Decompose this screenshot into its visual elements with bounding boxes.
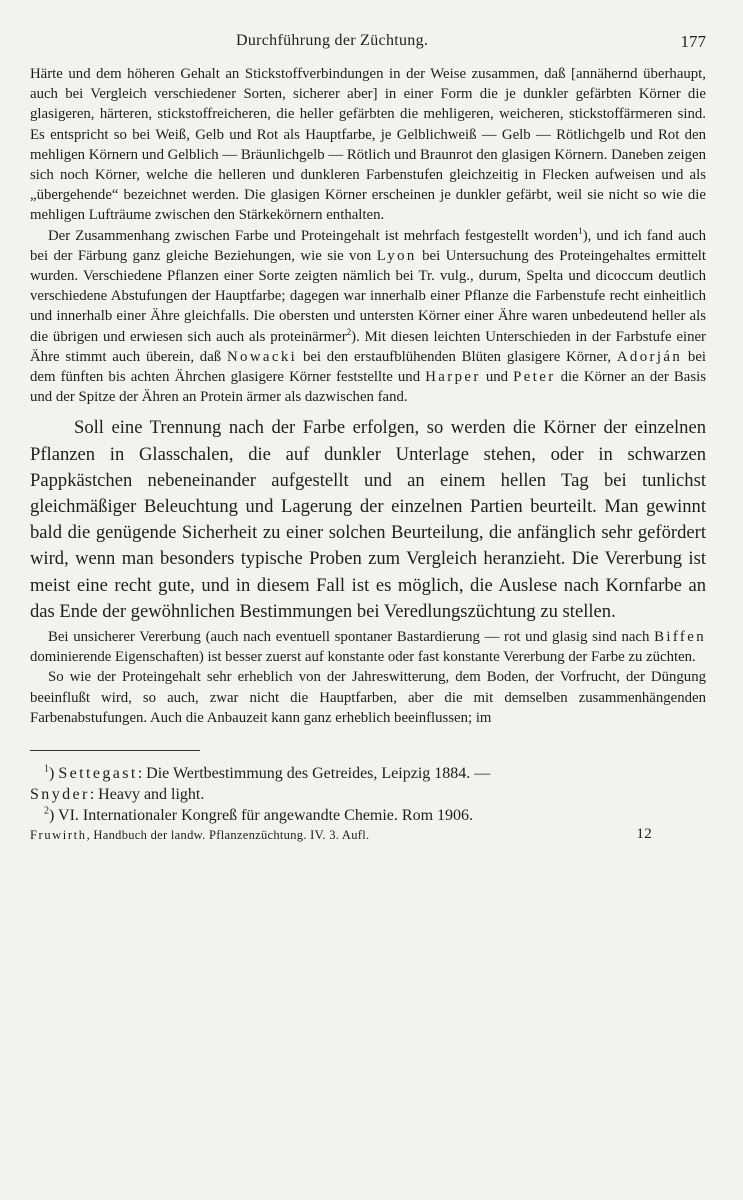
book-page (30, 32, 706, 848)
footnote-1-author-2: Snyder (30, 786, 90, 804)
footnote-1-text: : Die Wertbestimmung des Getreides, Leipzig 1884. — (137, 765, 491, 783)
paragraph-large: Soll eine Trennung nach der Farbe erfolgen, so werden die Körner der einzelnen Pflanzen in Glasschalen, die auf dunkler Unterlage stehen, oder in schwarzen Pappkästchen nebeneinander aufgestellt und an einem hellen Tag bei tunlichst gleichmäßiger Beleuchtung und Lagerung der einzelnen Partien beurteilt. Man gewinnt bald die genügende Sicherheit zu einer solchen Beurteilung, die anfänglich sehr gefördert wird, wenn man besonders typische Proben zum Vergleich heranzieht. Die Vererbung ist meist eine recht gute, und in diesem Fall ist es möglich, die Auslese nach Kornfarbe an das Ende der gewöhnlichen Bestimmungen bei Veredlungszüchtung zu stellen. (30, 417, 706, 622)
paragraph-2-text-g: und (485, 369, 509, 386)
paragraph-2-text-h: die Körner an der Basis und der Spitze der Ähren an Protein ärmer als dazwischen fand. (30, 369, 706, 406)
small-text-block-1 (30, 64, 706, 407)
footnote-2 (30, 805, 706, 826)
name-peter: Peter (513, 369, 556, 386)
paragraph-2-text-a: Der Zusammenhang zwischen Farbe und Proteingehalt ist mehrfach festgestellt worden (48, 227, 579, 244)
footnotes (30, 763, 706, 826)
footnote-2-mark: 2 (44, 805, 49, 817)
footnote-1-mark: 1 (44, 763, 49, 775)
paragraph-2-text-c: bei Untersuchung des Proteingehaltes ermittelt wurden. Verschiedene Pflanzen einer Sorte zeigten nämlich bei Tr. vulg., durum, Spelta und dicoccum deutlich verschiedene Abstufungen der Hauptfarbe; dagegen war innerhalb einer Pflanze die Farbenstufe recht einheitlich und innerhalb einer Ähre gleichfalls. Die obersten und untersten Körner einer Ähre waren unbedeutend heller als die übrigen und erwiesen sich auch als proteinärmer (30, 247, 706, 345)
running-title: Durchführung der Züchtung. (236, 32, 429, 49)
paragraph-2 (30, 226, 706, 408)
small-text-block-2 (30, 627, 706, 728)
paragraph-2-text-f: bei dem fünften bis achten Ährchen glasigere Körner feststellte und (30, 348, 706, 386)
bottom-line (30, 828, 706, 848)
paragraph-3 (30, 627, 706, 667)
footnote-ref-2: 2 (346, 326, 352, 337)
footnote-ref-1: 1 (578, 225, 583, 236)
name-harper: Harper (425, 369, 481, 386)
paragraph-2-text-d: ). Mit diesen leichten Unterschieden in der Farbstufe einer Ähre stimmt auch überein, daß (30, 328, 706, 365)
name-nowacki: Nowacki (226, 348, 298, 365)
footnote-1-text-2: : Heavy and light. (89, 786, 205, 804)
name-biffen: Biffen (654, 629, 706, 646)
page-number: 177 (680, 32, 706, 51)
paragraph-3-text-b: dominierende Eigenschaften) ist besser zuerst auf konstante oder fast konstante Vererbung der Farbe zu züchten. (30, 649, 696, 666)
bottom-book-title: , Handbuch der landw. Pflanzenzüchtung. IV. 3. Aufl. (86, 828, 370, 843)
footnote-1-author: Settegast (58, 765, 138, 783)
paragraph-2-text-b: ), und ich fand auch bei der Färbung ganz gleiche Beziehungen, wie sie von (30, 227, 706, 264)
footnote-2-text: ) VI. Internationaler Kongreß für angewandte Chemie. Rom 1906. (49, 807, 474, 825)
page-header (30, 32, 706, 56)
large-text-block (30, 415, 706, 625)
name-adorjan: Adorján (616, 348, 683, 365)
bottom-author: Fruwirth (30, 828, 87, 843)
name-lyon: Lyon (376, 247, 417, 264)
paragraph-3-text-a: Bei unsicherer Vererbung (auch nach eventuell spontaner Bastardierung — rot und glasig sind nach (48, 629, 650, 646)
footnote-1-cont (30, 784, 706, 805)
paragraph-2-text-e: bei den erstaufblühenden Blüten glasigere Körner, (302, 348, 612, 365)
paragraph-4: So wie der Proteingehalt sehr erheblich von der Jahreswitterung, dem Boden, der Vorfrucht, der Düngung beeinflußt wird, so auch, zwar nicht die Hauptfarben, aber die mit demselben zusammenhängenden Farbenabstufungen. Auch die Anbauzeit kann ganz erheblich beeinflussen; im (30, 669, 706, 726)
signature-mark: 12 (636, 826, 652, 843)
footnote-1: $^1$) Settegast: Die Wertbestimmung des Getreides, Leipzig 1884. — (44, 763, 491, 783)
footnote-divider (30, 750, 200, 751)
paragraph-1: Härte und dem höheren Gehalt an Stickstoffverbindungen in der Weise zusammen, daß [annähernd überhaupt, auch bei Vergleich verschiedener Sorten, sicherer aber] in einer Form die je dunkler gefärbten Körner die glasigeren, härteren, stickstoffreicheren, die heller gefärbten die mehligeren, weicheren, stickstoffärmeren sind. Es entspricht so bei Weiß, Gelb und Rot als Hauptfarbe, je Gelblichweiß — Gelb — Rötlichgelb und Rot den mehligen Körnern und Gelblich — Bräunlichgelb — Rötlich und Braunrot den glasigen Körnern. Daneben zeigen sich noch Körner, welche die helleren und dunkleren Farbenstufen gleichzeitig in Flecken aufweisen und als „übergehende“ bezeichnet werden. Die glasigen Körner erscheinen je dunkler gefärbt, weil sie nicht so wie die mehligen Lufträume zwischen den Stärkekörnern enthalten. (30, 66, 706, 224)
